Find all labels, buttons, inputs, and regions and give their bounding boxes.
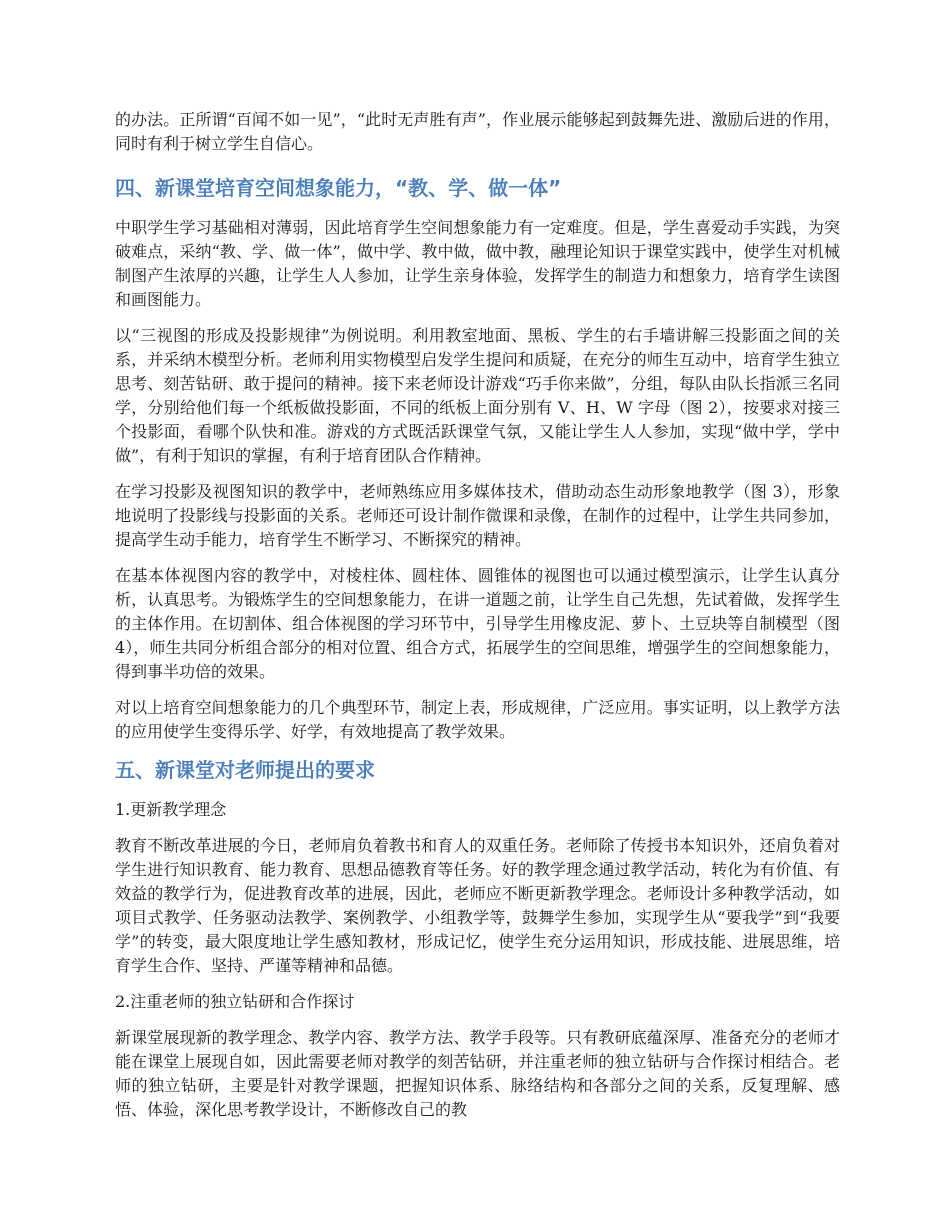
subheading-update-teaching-concept: 1.更新教学理念	[115, 800, 227, 819]
section-heading-5: 五、新课堂对老师提出的要求	[115, 758, 375, 782]
section4-paragraph-2: 以“三视图的形成及投影规律”为例说明。利用教室地面、黑板、学生的右手墙讲解三投影面之间的关系，并采纳木模型分析。老师利用实物模型启发学生提问和质疑，在充分的师生互动中，培育学生独立思考、刻苦钻研、敢于提问的精神。接下来老师设计游戏“巧手你来做”，分组，每队由队长指派三名同学，分别给他们每一个纸板做投影面，不同的纸板上面分别有 V、H、W 字母（图 2），按要求对接三个投影面，看哪个队快和准。游戏的方式既活跃课堂气氛，又能让学生人人参加，实现“做中学，学中做”，有利于知识的掌握，有利于培育团队合作精神。	[115, 326, 840, 465]
section4-paragraph-5: 对以上培育空间想象能力的几个典型环节，制定上表，形成规律，广泛应用。事实证明，以上教学方法的应用使学生变得乐学、好学，有效地提高了教学效果。	[115, 698, 840, 741]
section5-sub1-paragraph: 教育不断改革进展的今日，老师肩负着教书和育人的双重任务。老师除了传授书本知识外，还肩负着对学生进行知识教育、能力教育、思想品德教育等任务。好的教学理念通过教学活动，转化为有价值、有效益的教学行为，促进教育改革的进展，因此，老师应不断更新教学理念。老师设计多种教学活动，如项目式教学、任务驱动法教学、案例教学、小组教学等，鼓舞学生参加，实现学生从“要我学”到“我要学”的转变，最大限度地让学生感知教材，形成记忆，使学生充分运用知识，形成技能、进展思维，培育学生合作、坚持、严谨等精神和品德。	[115, 836, 840, 975]
section4-paragraph-1: 中职学生学习基础相对薄弱，因此培育学生空间想象能力有一定难度。但是，学生喜爱动手实践，为突破难点，采纳“教、学、做一体”，做中学、教中做，做中教，融理论知识于课堂实践中，使学生对机械制图产生浓厚的兴趣，让学生人人参加，让学生亲身体验，发挥学生的制造力和想象力，培育学生读图和画图能力。	[115, 218, 840, 309]
section-heading-4: 四、新课堂培育空间想象能力，“教、学、做一体”	[115, 176, 562, 200]
section4-paragraph-4: 在基本体视图内容的教学中，对棱柱体、圆柱体、圆锥体的视图也可以通过模型演示，让学生认真分析，认真思考。为锻炼学生的空间想象能力，在讲一道题之前，让学生自己先想，先试着做，发挥学生的主体作用。在切割体、组合体视图的学习环节中，引导学生用橡皮泥、萝卜、土豆块等自制模型（图 4），师生共同分析组合部分的相对位置、组合方式，拓展学生的空间思维，增强学生的空间想象能力，得到事半功倍的效果。	[115, 566, 840, 681]
section4-paragraph-3: 在学习投影及视图知识的教学中，老师熟练应用多媒体技术，借助动态生动形象地教学（图 3），形象地说明了投影线与投影面的关系。老师还可设计制作微课和录像，在制作的过程中，让学生共同参加，提高学生动手能力，培育学生不断学习、不断探究的精神。	[115, 482, 840, 549]
document-page	[115, 108, 840, 1134]
section5-sub2-paragraph: 新课堂展现新的教学理念、教学内容、教学方法、教学手段等。只有教研底蕴深厚、准备充分的老师才能在课堂上展现自如，因此需要老师对教学的刻苦钻研，并注重老师的独立钻研与合作探讨相结合。老师的独立钻研，主要是针对教学课题，把握知识体系、脉络结构和各部分之间的关系，反复理解、感悟、体验，深化思考教学设计，不断修改自己的教	[115, 1028, 840, 1119]
intro-paragraph: 的办法。正所谓“百闻不如一见”，“此时无声胜有声”，作业展示能够起到鼓舞先进、激励后进的作用，同时有利于树立学生自信心。	[115, 110, 840, 153]
subheading-independent-research: 2.注重老师的独立钻研和合作探讨	[115, 992, 355, 1011]
